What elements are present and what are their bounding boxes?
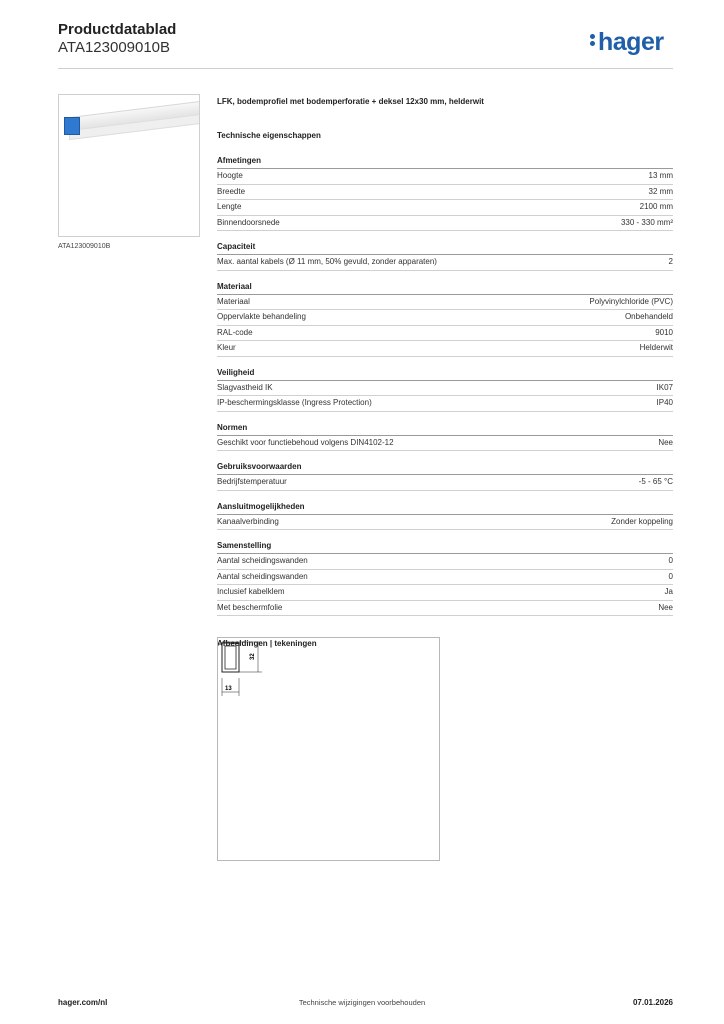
spec-section <box>217 241 673 271</box>
property-value: IK07 <box>656 382 673 392</box>
section-heading: Veiligheid <box>217 367 673 381</box>
property-value: 0 <box>668 556 673 565</box>
property-label: Slagvastheid IK <box>217 382 273 392</box>
property-label: RAL-code <box>217 327 253 337</box>
logo-dots-icon <box>590 32 596 48</box>
property-label: Aantal scheidingswanden <box>217 556 308 565</box>
dim-height-label: 32 <box>250 653 256 660</box>
property-label: Geschikt voor functiebehoud volgens DIN4102-12 <box>217 437 394 447</box>
property-row <box>217 216 673 232</box>
property-row <box>217 310 673 326</box>
property-label: Kleur <box>217 343 236 352</box>
spec-section <box>217 367 673 412</box>
property-row <box>217 200 673 216</box>
drawing-panel <box>217 637 440 861</box>
property-row <box>217 475 673 491</box>
property-row <box>217 396 673 412</box>
property-value: 330 - 330 mm² <box>620 217 673 227</box>
property-value: 2 <box>668 257 673 266</box>
property-row <box>217 185 673 201</box>
spec-section <box>217 422 673 452</box>
property-value: Nee <box>658 602 673 612</box>
spec-section <box>217 155 673 231</box>
property-value: Onbehandeld <box>624 312 673 321</box>
property-value: -5 - 65 °C <box>638 477 673 486</box>
property-label: IP-beschermingsklasse (Ingress Protection) <box>217 398 372 407</box>
property-label: Breedte <box>217 186 246 196</box>
property-label: Aantal scheidingswanden <box>217 571 308 581</box>
spec-sections <box>217 155 673 616</box>
drawings-title: Afbeeldingen | tekeningen <box>217 639 317 648</box>
section-heading: Gebruiksvoorwaarden <box>217 461 673 475</box>
property-label: Max. aantal kabels (Ø 11 mm, 50% gevuld, zonder apparaten) <box>217 257 437 266</box>
property-value: Nee <box>658 437 673 447</box>
brand-logo-text: hager <box>598 28 664 56</box>
doc-title: Productdatablad <box>58 21 177 38</box>
property-value: Ja <box>664 587 673 596</box>
property-label: Oppervlakte behandeling <box>217 312 306 321</box>
spec-section <box>217 281 673 357</box>
profile-drawing <box>218 638 439 860</box>
property-row <box>217 169 673 185</box>
section-heading: Materiaal <box>217 281 673 295</box>
footer-website[interactable]: hager.com/nl <box>58 998 108 1007</box>
property-label: Kanaalverbinding <box>217 516 279 526</box>
spec-section <box>217 501 673 531</box>
doc-subtitle: ATA123009010B <box>58 39 171 56</box>
product-description: LFK, bodemprofiel met bodemperforatie + deksel 12x30 mm, helderwit <box>217 97 484 106</box>
footer-disclaimer: Technische wijzigingen voorbehouden <box>298 998 426 1007</box>
header-divider <box>58 68 673 69</box>
property-row <box>217 570 673 586</box>
property-label: Met beschermfolie <box>217 602 283 612</box>
property-row <box>217 515 673 531</box>
spec-section <box>217 540 673 616</box>
property-value: Helderwit <box>639 343 673 352</box>
product-image <box>58 94 200 237</box>
property-row <box>217 341 673 357</box>
cable-clip-graphic <box>64 117 80 135</box>
section-heading: Capaciteit <box>217 241 673 255</box>
property-value: 0 <box>668 571 673 581</box>
property-value: Polyvinylchloride (PVC) <box>589 296 673 306</box>
property-label: Hoogte <box>217 171 243 180</box>
property-value: 13 mm <box>648 171 673 180</box>
property-label: Inclusief kabelklem <box>217 587 285 596</box>
spec-section <box>217 461 673 491</box>
brand-logo <box>590 28 664 57</box>
footer-date: 07.01.2026 <box>632 998 673 1007</box>
property-value: 32 mm <box>648 186 673 196</box>
property-label: Bedrijfstemperatuur <box>217 477 287 486</box>
property-value: Zonder koppeling <box>611 516 673 526</box>
section-heading: Normen <box>217 422 673 436</box>
image-caption: ATA123009010B <box>58 243 111 250</box>
section-heading: Samenstelling <box>217 540 673 554</box>
property-row <box>217 585 673 601</box>
section-heading: Aansluitmogelijkheden <box>217 501 673 515</box>
property-row <box>217 436 673 452</box>
property-row <box>217 326 673 342</box>
property-label: Lengte <box>217 202 242 211</box>
property-label: Materiaal <box>217 296 250 306</box>
tech-properties-title: Technische eigenschappen <box>217 131 321 140</box>
property-value: IP40 <box>656 398 673 407</box>
property-row <box>217 554 673 570</box>
property-value: 2100 mm <box>639 202 673 211</box>
property-value: 9010 <box>655 327 673 337</box>
dim-width-label: 13 <box>225 686 232 692</box>
property-row <box>217 381 673 397</box>
property-row <box>217 255 673 271</box>
section-heading: Afmetingen <box>217 155 673 169</box>
property-row <box>217 601 673 617</box>
property-row <box>217 295 673 311</box>
property-label: Binnendoorsnede <box>217 217 280 227</box>
spec-content <box>217 96 673 650</box>
